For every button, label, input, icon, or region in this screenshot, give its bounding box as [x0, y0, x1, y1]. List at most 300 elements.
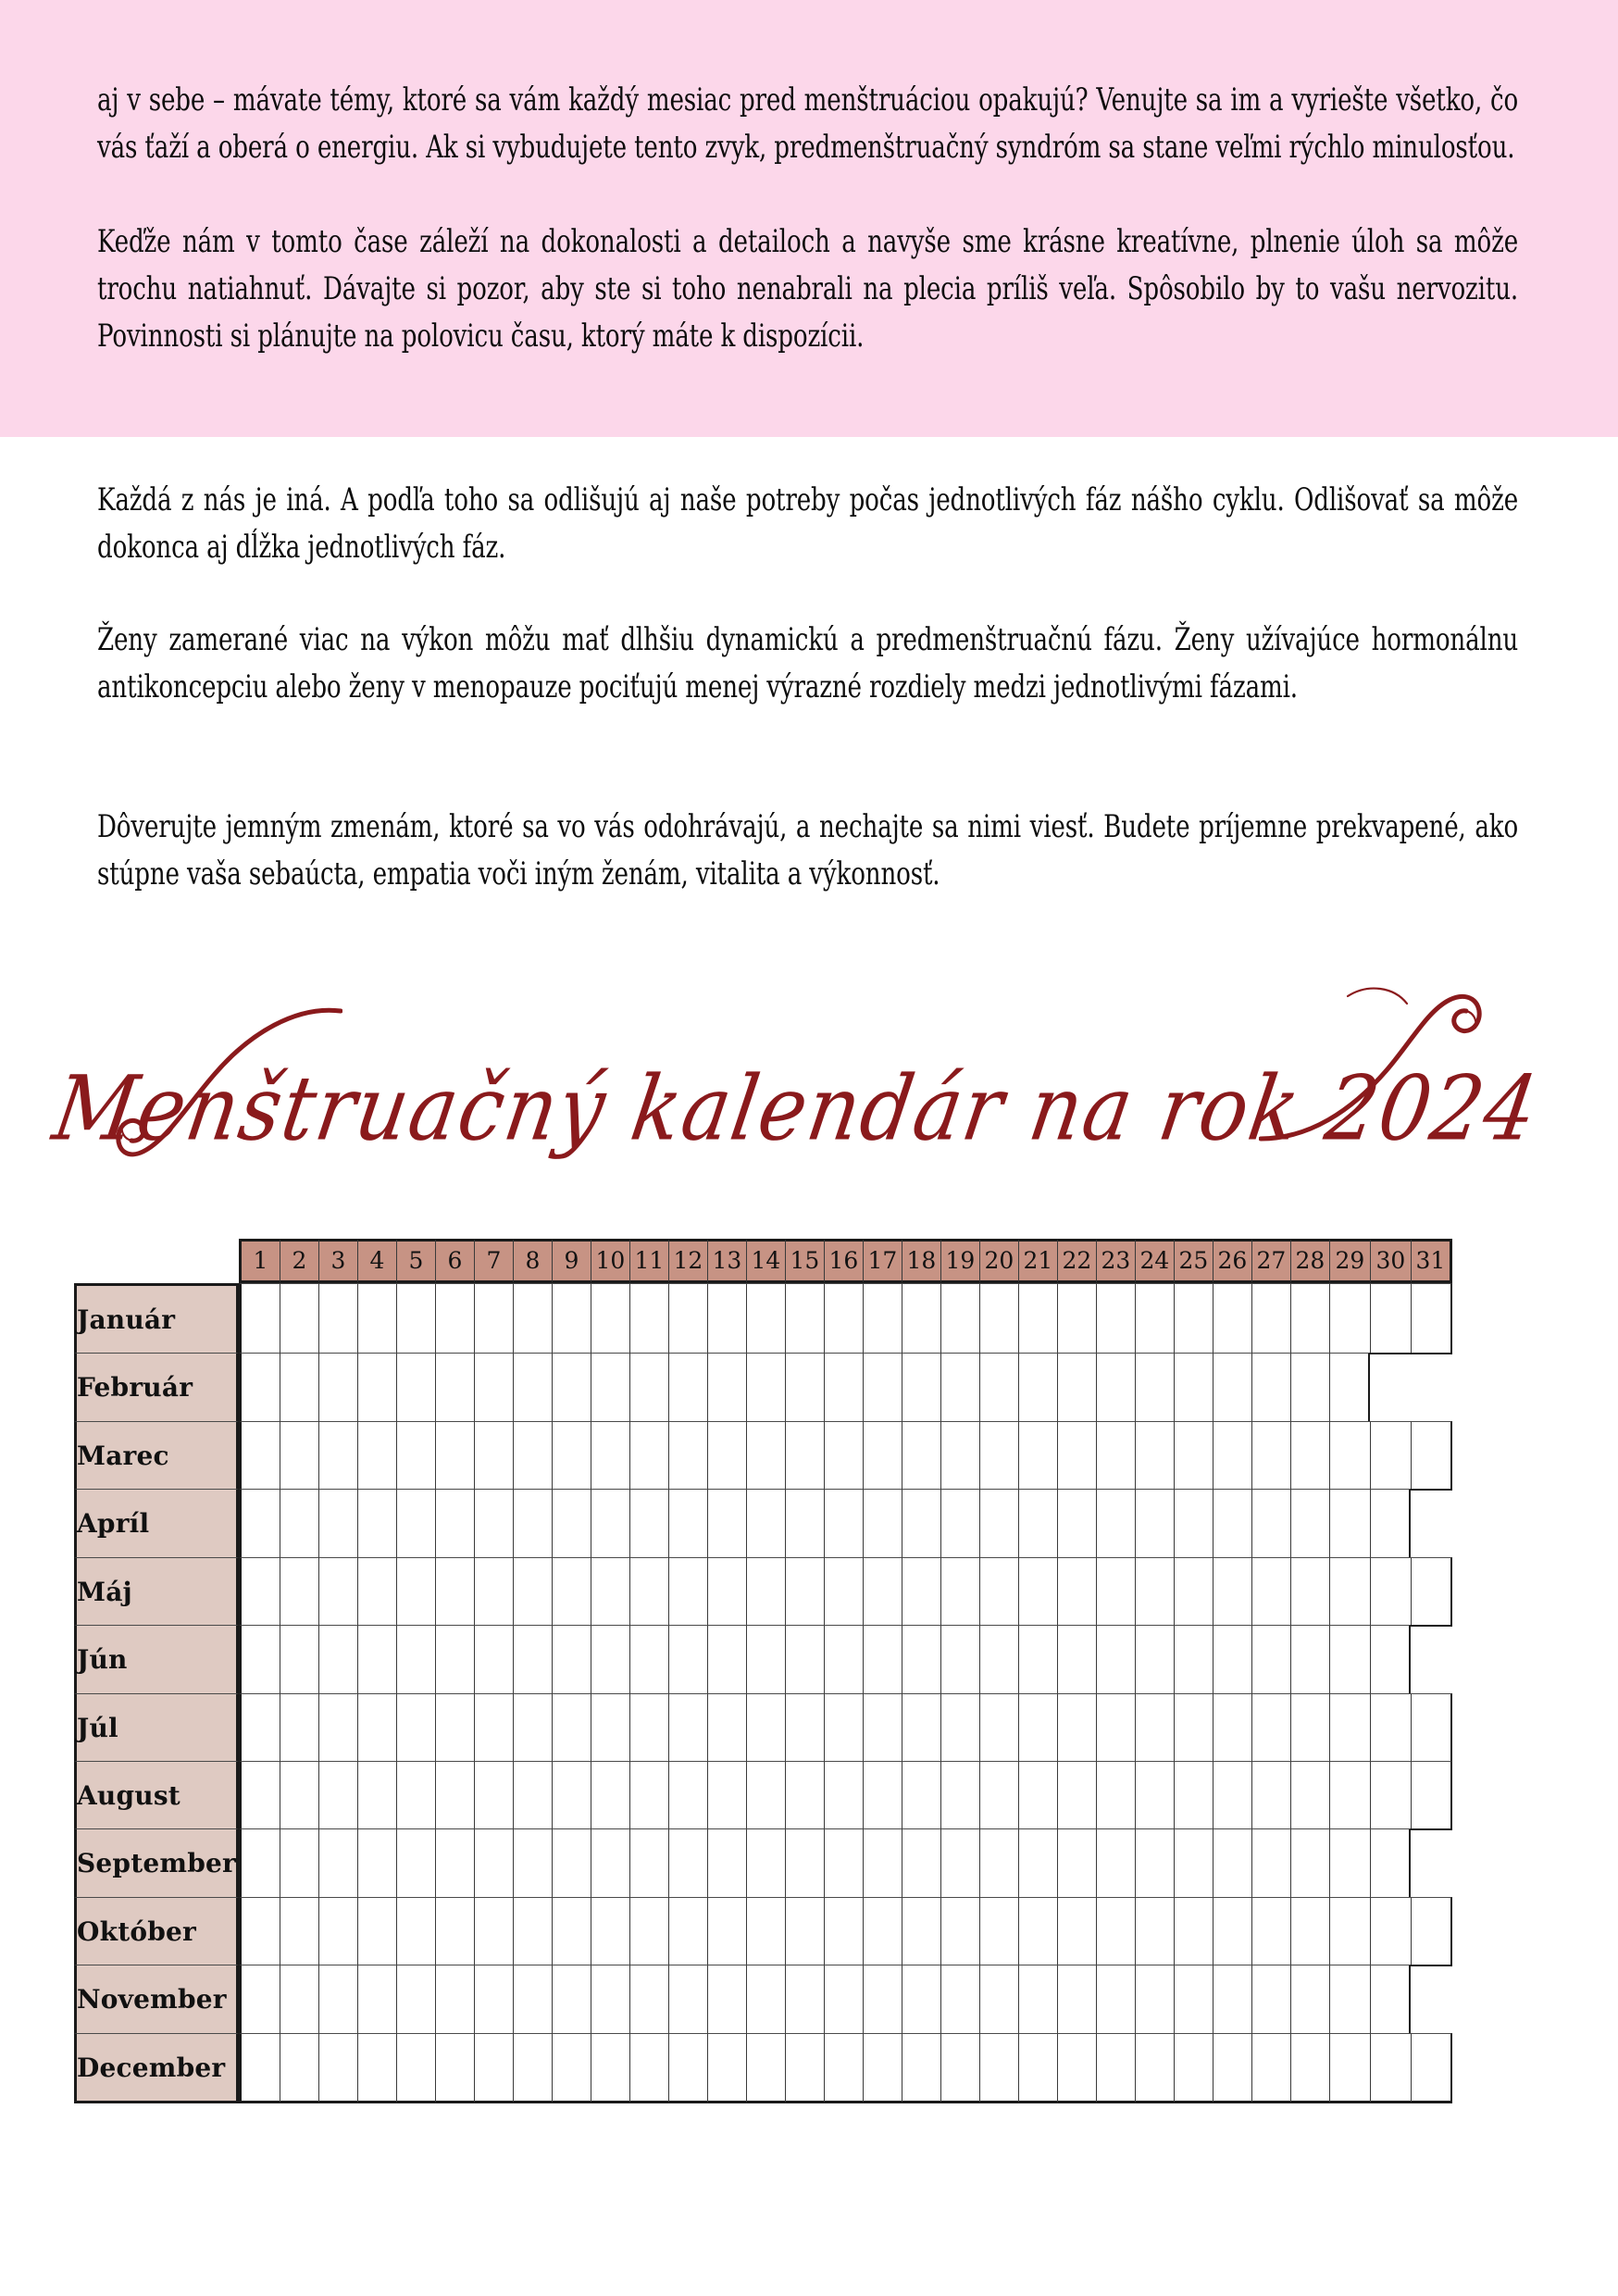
day-cell[interactable] — [396, 1828, 435, 1897]
day-cell[interactable] — [280, 1897, 318, 1965]
day-cell[interactable] — [629, 1897, 668, 1965]
day-cell[interactable] — [785, 1897, 824, 1965]
day-cell[interactable] — [668, 1353, 707, 1421]
day-cell[interactable] — [552, 1421, 591, 1489]
day-cell[interactable] — [435, 1828, 474, 1897]
day-cell[interactable] — [785, 1421, 824, 1489]
day-cell[interactable] — [396, 1557, 435, 1625]
day-cell[interactable] — [1370, 1828, 1411, 1897]
day-cell[interactable] — [902, 1965, 940, 2033]
day-cell[interactable] — [746, 1489, 785, 1557]
day-cell[interactable] — [1213, 1965, 1251, 2033]
day-cell[interactable] — [940, 1761, 979, 1828]
day-cell[interactable] — [435, 1353, 474, 1421]
day-cell[interactable] — [1096, 1283, 1135, 1353]
day-cell[interactable] — [707, 1828, 746, 1897]
day-cell[interactable] — [396, 1283, 435, 1353]
day-cell[interactable] — [474, 1557, 513, 1625]
day-cell[interactable] — [979, 1828, 1018, 1897]
day-cell[interactable] — [1370, 1421, 1411, 1489]
day-cell[interactable] — [1370, 1761, 1411, 1828]
day-cell[interactable] — [940, 1489, 979, 1557]
day-cell[interactable] — [552, 1965, 591, 2033]
day-cell[interactable] — [318, 1489, 357, 1557]
day-cell[interactable] — [1057, 1828, 1096, 1897]
day-cell[interactable] — [1096, 1421, 1135, 1489]
day-cell[interactable] — [1213, 2033, 1251, 2103]
day-cell[interactable] — [474, 1965, 513, 2033]
day-cell[interactable] — [1135, 1489, 1174, 1557]
day-cell[interactable] — [707, 1897, 746, 1965]
day-cell[interactable] — [435, 1693, 474, 1761]
day-cell[interactable] — [902, 1421, 940, 1489]
day-cell[interactable] — [435, 1761, 474, 1828]
day-cell[interactable] — [552, 1353, 591, 1421]
day-cell[interactable] — [280, 1761, 318, 1828]
day-cell[interactable] — [902, 1625, 940, 1693]
day-cell[interactable] — [396, 2033, 435, 2103]
day-cell[interactable] — [1096, 1353, 1135, 1421]
day-cell[interactable] — [435, 1421, 474, 1489]
day-cell[interactable] — [239, 1557, 280, 1625]
day-cell[interactable] — [280, 2033, 318, 2103]
day-cell[interactable] — [1174, 1693, 1213, 1761]
day-cell[interactable] — [1329, 1489, 1370, 1557]
day-cell[interactable] — [1135, 1625, 1174, 1693]
day-cell[interactable] — [1135, 1897, 1174, 1965]
day-cell[interactable] — [629, 1625, 668, 1693]
day-cell[interactable] — [1018, 2033, 1057, 2103]
day-cell[interactable] — [513, 1965, 552, 2033]
day-cell[interactable] — [280, 1489, 318, 1557]
day-cell[interactable] — [940, 1693, 979, 1761]
day-cell[interactable] — [668, 1421, 707, 1489]
day-cell[interactable] — [902, 1353, 940, 1421]
day-cell[interactable] — [824, 2033, 863, 2103]
day-cell[interactable] — [396, 1693, 435, 1761]
day-cell[interactable] — [357, 1557, 396, 1625]
day-cell[interactable] — [746, 1557, 785, 1625]
day-cell[interactable] — [474, 2033, 513, 2103]
day-cell[interactable] — [863, 1421, 902, 1489]
day-cell[interactable] — [1251, 1828, 1290, 1897]
day-cell[interactable] — [474, 1828, 513, 1897]
day-cell[interactable] — [1213, 1693, 1251, 1761]
day-cell[interactable] — [396, 1489, 435, 1557]
day-cell[interactable] — [746, 1965, 785, 2033]
day-cell[interactable] — [357, 1897, 396, 1965]
day-cell[interactable] — [396, 1761, 435, 1828]
day-cell[interactable] — [1018, 1283, 1057, 1353]
day-cell[interactable] — [1329, 1965, 1370, 2033]
day-cell[interactable] — [785, 1283, 824, 1353]
day-cell[interactable] — [1096, 1965, 1135, 2033]
day-cell[interactable] — [318, 1283, 357, 1353]
day-cell[interactable] — [707, 1283, 746, 1353]
day-cell[interactable] — [396, 1965, 435, 2033]
day-cell[interactable] — [1251, 1965, 1290, 2033]
day-cell[interactable] — [1213, 1761, 1251, 1828]
day-cell[interactable] — [1096, 1761, 1135, 1828]
day-cell[interactable] — [318, 1828, 357, 1897]
day-cell[interactable] — [1135, 1421, 1174, 1489]
day-cell[interactable] — [1251, 1353, 1290, 1421]
day-cell[interactable] — [1174, 1489, 1213, 1557]
day-cell[interactable] — [1057, 1283, 1096, 1353]
day-cell[interactable] — [357, 1353, 396, 1421]
day-cell[interactable] — [1096, 1693, 1135, 1761]
day-cell[interactable] — [552, 1489, 591, 1557]
day-cell[interactable] — [1057, 1557, 1096, 1625]
day-cell[interactable] — [435, 1625, 474, 1693]
day-cell[interactable] — [1290, 1897, 1329, 1965]
day-cell[interactable] — [785, 1965, 824, 2033]
day-cell[interactable] — [1370, 1283, 1411, 1353]
day-cell[interactable] — [239, 1283, 280, 1353]
day-cell[interactable] — [979, 1761, 1018, 1828]
day-cell[interactable] — [629, 1965, 668, 2033]
day-cell[interactable] — [940, 1625, 979, 1693]
day-cell[interactable] — [513, 1693, 552, 1761]
day-cell[interactable] — [902, 1828, 940, 1897]
day-cell[interactable] — [1057, 1489, 1096, 1557]
day-cell[interactable] — [239, 1353, 280, 1421]
day-cell[interactable] — [902, 1761, 940, 1828]
day-cell[interactable] — [552, 1625, 591, 1693]
day-cell[interactable] — [940, 1353, 979, 1421]
day-cell[interactable] — [668, 2033, 707, 2103]
day-cell[interactable] — [357, 1625, 396, 1693]
day-cell[interactable] — [824, 1283, 863, 1353]
day-cell[interactable] — [552, 1283, 591, 1353]
day-cell[interactable] — [1174, 1557, 1213, 1625]
day-cell[interactable] — [1213, 1353, 1251, 1421]
day-cell[interactable] — [552, 1761, 591, 1828]
day-cell[interactable] — [357, 1965, 396, 2033]
day-cell[interactable] — [474, 1283, 513, 1353]
day-cell[interactable] — [1135, 1693, 1174, 1761]
day-cell[interactable] — [396, 1353, 435, 1421]
day-cell[interactable] — [318, 1557, 357, 1625]
day-cell[interactable] — [1057, 1625, 1096, 1693]
day-cell[interactable] — [746, 1353, 785, 1421]
day-cell[interactable] — [357, 1283, 396, 1353]
day-cell[interactable] — [629, 1489, 668, 1557]
day-cell[interactable] — [940, 1421, 979, 1489]
day-cell[interactable] — [591, 2033, 629, 2103]
day-cell[interactable] — [824, 1693, 863, 1761]
day-cell[interactable] — [1411, 1283, 1452, 1353]
day-cell[interactable] — [1251, 1421, 1290, 1489]
day-cell[interactable] — [280, 1965, 318, 2033]
day-cell[interactable] — [357, 2033, 396, 2103]
day-cell[interactable] — [1411, 1693, 1452, 1761]
day-cell[interactable] — [746, 1828, 785, 1897]
day-cell[interactable] — [1290, 2033, 1329, 2103]
day-cell[interactable] — [629, 2033, 668, 2103]
day-cell[interactable] — [474, 1761, 513, 1828]
day-cell[interactable] — [513, 1761, 552, 1828]
day-cell[interactable] — [746, 2033, 785, 2103]
day-cell[interactable] — [979, 1489, 1018, 1557]
day-cell[interactable] — [979, 1625, 1018, 1693]
day-cell[interactable] — [239, 2033, 280, 2103]
day-cell[interactable] — [746, 1761, 785, 1828]
day-cell[interactable] — [591, 1761, 629, 1828]
day-cell[interactable] — [1174, 1965, 1213, 2033]
day-cell[interactable] — [629, 1828, 668, 1897]
day-cell[interactable] — [435, 1897, 474, 1965]
day-cell[interactable] — [1213, 1489, 1251, 1557]
day-cell[interactable] — [1174, 1761, 1213, 1828]
day-cell[interactable] — [746, 1693, 785, 1761]
day-cell[interactable] — [239, 1421, 280, 1489]
day-cell[interactable] — [1057, 1897, 1096, 1965]
day-cell[interactable] — [239, 1897, 280, 1965]
day-cell[interactable] — [591, 1557, 629, 1625]
day-cell[interactable] — [1213, 1283, 1251, 1353]
day-cell[interactable] — [1329, 1353, 1370, 1421]
day-cell[interactable] — [979, 2033, 1018, 2103]
day-cell[interactable] — [785, 1353, 824, 1421]
day-cell[interactable] — [591, 1965, 629, 2033]
day-cell[interactable] — [318, 1625, 357, 1693]
day-cell[interactable] — [1290, 1625, 1329, 1693]
day-cell[interactable] — [1096, 1489, 1135, 1557]
day-cell[interactable] — [746, 1283, 785, 1353]
day-cell[interactable] — [1213, 1625, 1251, 1693]
day-cell[interactable] — [902, 1693, 940, 1761]
day-cell[interactable] — [668, 1625, 707, 1693]
day-cell[interactable] — [668, 1965, 707, 2033]
day-cell[interactable] — [1213, 1557, 1251, 1625]
day-cell[interactable] — [824, 1897, 863, 1965]
day-cell[interactable] — [1213, 1421, 1251, 1489]
day-cell[interactable] — [1057, 1965, 1096, 2033]
day-cell[interactable] — [1411, 1557, 1452, 1625]
day-cell[interactable] — [668, 1489, 707, 1557]
day-cell[interactable] — [1096, 1557, 1135, 1625]
day-cell[interactable] — [280, 1828, 318, 1897]
day-cell[interactable] — [668, 1557, 707, 1625]
day-cell[interactable] — [979, 1965, 1018, 2033]
day-cell[interactable] — [707, 1625, 746, 1693]
day-cell[interactable] — [1370, 1489, 1411, 1557]
day-cell[interactable] — [1018, 1761, 1057, 1828]
day-cell[interactable] — [785, 2033, 824, 2103]
day-cell[interactable] — [1251, 1897, 1290, 1965]
day-cell[interactable] — [940, 1897, 979, 1965]
day-cell[interactable] — [239, 1828, 280, 1897]
day-cell[interactable] — [396, 1421, 435, 1489]
day-cell[interactable] — [513, 1353, 552, 1421]
day-cell[interactable] — [435, 2033, 474, 2103]
day-cell[interactable] — [513, 1897, 552, 1965]
day-cell[interactable] — [1018, 1353, 1057, 1421]
day-cell[interactable] — [1174, 1353, 1213, 1421]
day-cell[interactable] — [629, 1421, 668, 1489]
day-cell[interactable] — [1290, 1965, 1329, 2033]
day-cell[interactable] — [863, 1625, 902, 1693]
day-cell[interactable] — [1329, 1421, 1370, 1489]
day-cell[interactable] — [513, 1489, 552, 1557]
day-cell[interactable] — [552, 1557, 591, 1625]
day-cell[interactable] — [280, 1625, 318, 1693]
day-cell[interactable] — [239, 1761, 280, 1828]
day-cell[interactable] — [785, 1625, 824, 1693]
day-cell[interactable] — [1370, 1557, 1411, 1625]
day-cell[interactable] — [940, 1283, 979, 1353]
day-cell[interactable] — [902, 1557, 940, 1625]
day-cell[interactable] — [979, 1693, 1018, 1761]
day-cell[interactable] — [863, 1693, 902, 1761]
day-cell[interactable] — [1411, 1897, 1452, 1965]
day-cell[interactable] — [513, 1557, 552, 1625]
day-cell[interactable] — [552, 1693, 591, 1761]
day-cell[interactable] — [629, 1353, 668, 1421]
day-cell[interactable] — [1411, 1421, 1452, 1489]
day-cell[interactable] — [707, 1353, 746, 1421]
day-cell[interactable] — [591, 1897, 629, 1965]
day-cell[interactable] — [1290, 1693, 1329, 1761]
day-cell[interactable] — [863, 1761, 902, 1828]
day-cell[interactable] — [474, 1489, 513, 1557]
day-cell[interactable] — [1329, 1625, 1370, 1693]
day-cell[interactable] — [1213, 1897, 1251, 1965]
day-cell[interactable] — [1329, 1693, 1370, 1761]
day-cell[interactable] — [1018, 1828, 1057, 1897]
day-cell[interactable] — [707, 1489, 746, 1557]
day-cell[interactable] — [1018, 1421, 1057, 1489]
day-cell[interactable] — [1057, 2033, 1096, 2103]
day-cell[interactable] — [513, 2033, 552, 2103]
day-cell[interactable] — [863, 1965, 902, 2033]
day-cell[interactable] — [1135, 1353, 1174, 1421]
day-cell[interactable] — [1018, 1489, 1057, 1557]
day-cell[interactable] — [1329, 1897, 1370, 1965]
day-cell[interactable] — [629, 1557, 668, 1625]
day-cell[interactable] — [863, 1557, 902, 1625]
day-cell[interactable] — [1251, 2033, 1290, 2103]
day-cell[interactable] — [552, 1828, 591, 1897]
day-cell[interactable] — [785, 1557, 824, 1625]
day-cell[interactable] — [318, 2033, 357, 2103]
day-cell[interactable] — [357, 1693, 396, 1761]
day-cell[interactable] — [1290, 1489, 1329, 1557]
day-cell[interactable] — [1251, 1489, 1290, 1557]
day-cell[interactable] — [979, 1421, 1018, 1489]
day-cell[interactable] — [318, 1965, 357, 2033]
day-cell[interactable] — [785, 1828, 824, 1897]
day-cell[interactable] — [1329, 1828, 1370, 1897]
day-cell[interactable] — [474, 1421, 513, 1489]
day-cell[interactable] — [863, 1828, 902, 1897]
day-cell[interactable] — [707, 1693, 746, 1761]
day-cell[interactable] — [1290, 1283, 1329, 1353]
day-cell[interactable] — [318, 1761, 357, 1828]
day-cell[interactable] — [396, 1897, 435, 1965]
day-cell[interactable] — [1135, 1965, 1174, 2033]
day-cell[interactable] — [824, 1625, 863, 1693]
day-cell[interactable] — [435, 1283, 474, 1353]
day-cell[interactable] — [1057, 1693, 1096, 1761]
day-cell[interactable] — [785, 1693, 824, 1761]
day-cell[interactable] — [629, 1761, 668, 1828]
day-cell[interactable] — [940, 2033, 979, 2103]
day-cell[interactable] — [746, 1897, 785, 1965]
day-cell[interactable] — [1135, 2033, 1174, 2103]
day-cell[interactable] — [1251, 1693, 1290, 1761]
day-cell[interactable] — [979, 1897, 1018, 1965]
day-cell[interactable] — [239, 1489, 280, 1557]
day-cell[interactable] — [552, 1897, 591, 1965]
day-cell[interactable] — [1251, 1283, 1290, 1353]
day-cell[interactable] — [1174, 1625, 1213, 1693]
day-cell[interactable] — [746, 1625, 785, 1693]
day-cell[interactable] — [940, 1557, 979, 1625]
day-cell[interactable] — [591, 1489, 629, 1557]
day-cell[interactable] — [1290, 1353, 1329, 1421]
day-cell[interactable] — [1213, 1828, 1251, 1897]
day-cell[interactable] — [863, 1353, 902, 1421]
day-cell[interactable] — [396, 1625, 435, 1693]
day-cell[interactable] — [863, 2033, 902, 2103]
day-cell[interactable] — [629, 1693, 668, 1761]
day-cell[interactable] — [1370, 1897, 1411, 1965]
day-cell[interactable] — [824, 1965, 863, 2033]
day-cell[interactable] — [668, 1283, 707, 1353]
day-cell[interactable] — [1096, 1897, 1135, 1965]
day-cell[interactable] — [863, 1283, 902, 1353]
day-cell[interactable] — [1329, 1283, 1370, 1353]
day-cell[interactable] — [979, 1283, 1018, 1353]
day-cell[interactable] — [1018, 1625, 1057, 1693]
day-cell[interactable] — [824, 1761, 863, 1828]
calendar-grid[interactable] — [74, 1239, 1452, 2103]
day-cell[interactable] — [357, 1828, 396, 1897]
day-cell[interactable] — [357, 1489, 396, 1557]
day-cell[interactable] — [474, 1693, 513, 1761]
day-cell[interactable] — [1135, 1828, 1174, 1897]
day-cell[interactable] — [318, 1897, 357, 1965]
calendar-body[interactable] — [74, 1283, 1452, 2103]
day-cell[interactable] — [979, 1353, 1018, 1421]
day-cell[interactable] — [1057, 1421, 1096, 1489]
day-cell[interactable] — [1370, 2033, 1411, 2103]
day-cell[interactable] — [1096, 2033, 1135, 2103]
day-cell[interactable] — [668, 1761, 707, 1828]
day-cell[interactable] — [1411, 1761, 1452, 1828]
day-cell[interactable] — [474, 1897, 513, 1965]
day-cell[interactable] — [629, 1283, 668, 1353]
day-cell[interactable] — [1057, 1353, 1096, 1421]
day-cell[interactable] — [435, 1965, 474, 2033]
day-cell[interactable] — [785, 1761, 824, 1828]
day-cell[interactable] — [902, 2033, 940, 2103]
day-cell[interactable] — [1411, 2033, 1452, 2103]
day-cell[interactable] — [1290, 1828, 1329, 1897]
day-cell[interactable] — [1174, 2033, 1213, 2103]
day-cell[interactable] — [824, 1557, 863, 1625]
day-cell[interactable] — [824, 1489, 863, 1557]
day-cell[interactable] — [940, 1828, 979, 1897]
day-cell[interactable] — [357, 1421, 396, 1489]
day-cell[interactable] — [591, 1828, 629, 1897]
day-cell[interactable] — [902, 1283, 940, 1353]
day-cell[interactable] — [591, 1353, 629, 1421]
day-cell[interactable] — [1135, 1557, 1174, 1625]
day-cell[interactable] — [474, 1625, 513, 1693]
